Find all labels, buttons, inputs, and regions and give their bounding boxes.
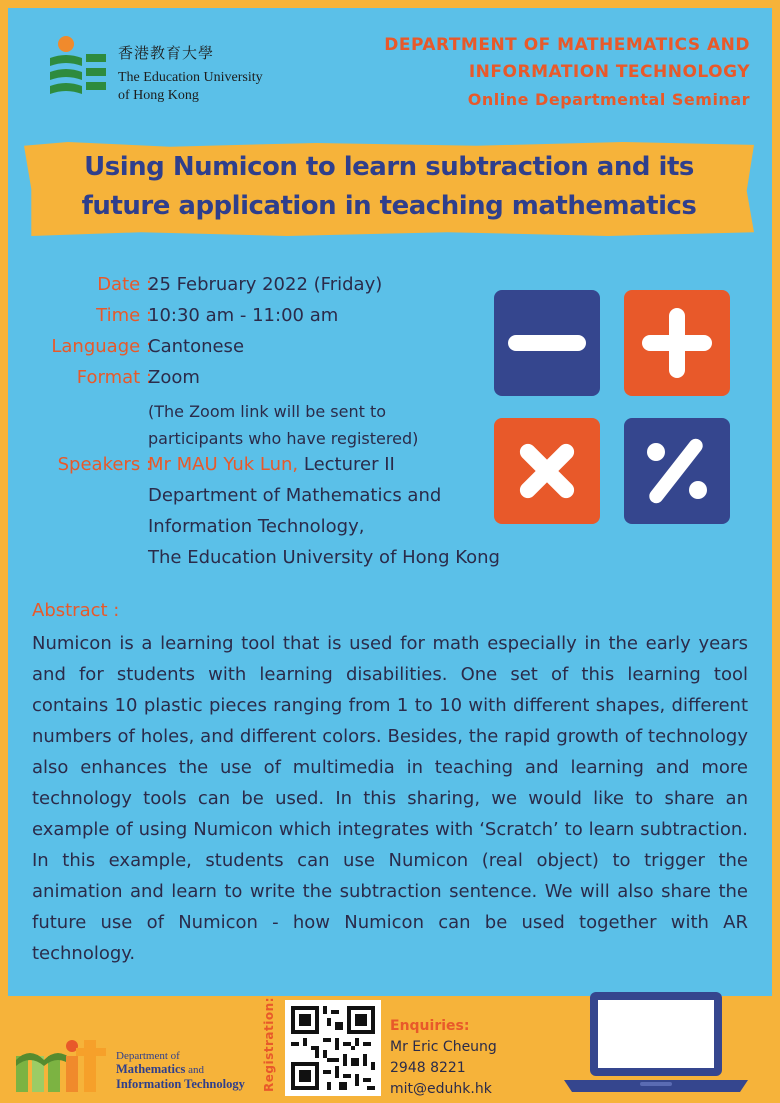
mit-and: and — [185, 1064, 205, 1076]
mit-department-name — [116, 1050, 245, 1091]
time-label: Time : — [96, 305, 152, 326]
language-row — [22, 336, 542, 367]
logo-english-line1: The Education University — [118, 70, 263, 85]
speaker-value — [148, 454, 395, 475]
format-row — [22, 367, 542, 398]
contact-name: Mr Eric Cheung — [390, 1039, 497, 1055]
registration-label: Registration: — [262, 997, 276, 1092]
seminar-title — [24, 148, 754, 226]
percent-icon — [624, 418, 730, 524]
enquiries-label: Enquiries: — [390, 1018, 470, 1034]
speaker-dept-row1 — [22, 485, 542, 516]
department-heading — [384, 32, 750, 113]
eduhk-logo — [48, 36, 288, 116]
language-label: Language : — [51, 336, 152, 357]
logo-english-line2: of Hong Kong — [118, 88, 199, 103]
footer — [0, 996, 780, 1103]
time-row — [22, 305, 542, 336]
abstract-text: Numicon is a learning tool that is used for math especially in the early years and for students with learning disabilities. One set of this learning tool contains 10 plastic pieces ranging from 1 to 10 with different shapes, different numbers of holes, and different colors. Besides, the rapid growth of technology also enhances the use of multimedia in teaching and learning and more technology tools can be used. In this sharing, we would like to share an example of using Numicon which integrates with ‘Scratch’ to learn subtraction. In this example, students can use Numicon (real object) to trigger the animation and learn to write the subtraction sentence. We will also share the future use of Numicon - how Numicon can be used together with AR technology. — [32, 633, 748, 964]
mit-line3: Information Technology — [116, 1077, 245, 1091]
speaker-dept-row2 — [22, 516, 542, 547]
abstract-label: Abstract : — [32, 600, 120, 621]
speaker-title: Lecturer II — [298, 454, 395, 475]
plus-icon — [624, 290, 730, 396]
language-value: Cantonese — [148, 336, 245, 357]
enquiries — [390, 1016, 497, 1100]
mit-line1: Department of — [116, 1050, 180, 1062]
eduhk-emblem-icon — [48, 36, 108, 106]
speakers-row — [22, 454, 542, 485]
contact-email[interactable]: mit@eduhk.hk — [390, 1081, 492, 1097]
title-line1: Using Numicon to learn subtraction and its — [84, 152, 694, 182]
math-operator-icons — [494, 290, 734, 526]
minus-icon — [494, 290, 600, 396]
speaker-university: The Education University of Hong Kong — [148, 547, 500, 568]
format-note-row1 — [22, 398, 542, 425]
speaker-dept-line2: Information Technology, — [148, 516, 365, 537]
format-note-row2 — [22, 425, 542, 454]
contact-phone: 2948 8221 — [390, 1060, 466, 1076]
registration-qr-code[interactable] — [285, 1000, 381, 1096]
speaker-dept-line1: Department of Mathematics and — [148, 485, 442, 506]
format-value: Zoom — [148, 367, 200, 388]
dept-line1: DEPARTMENT OF MATHEMATICS AND — [384, 35, 750, 55]
mit-logo-icon — [14, 1026, 114, 1094]
speakers-label: Speakers : — [57, 454, 152, 475]
speaker-univ-row — [22, 547, 542, 578]
format-label: Format : — [76, 367, 152, 388]
title-line2: future application in teaching mathematics — [81, 191, 697, 221]
mit-line2: Mathematics — [116, 1062, 186, 1076]
format-note-line1: (The Zoom link will be sent to — [148, 402, 387, 421]
time-value: 10:30 am - 11:00 am — [148, 305, 339, 326]
date-value: 25 February 2022 (Friday) — [148, 274, 383, 295]
event-details — [22, 274, 542, 578]
date-row — [22, 274, 542, 305]
multiply-icon — [494, 418, 600, 524]
logo-chinese: 香港教育大學 — [118, 44, 215, 62]
dept-line2: INFORMATION TECHNOLOGY — [468, 62, 750, 82]
qr-code — [291, 1006, 375, 1090]
format-note-line2: participants who have registered) — [148, 429, 419, 448]
date-label: Date : — [97, 274, 152, 295]
laptop-icon — [556, 988, 756, 1096]
speaker-name: Mr MAU Yuk Lun, — [148, 454, 299, 475]
seminar-type: Online Departmental Seminar — [467, 90, 750, 109]
